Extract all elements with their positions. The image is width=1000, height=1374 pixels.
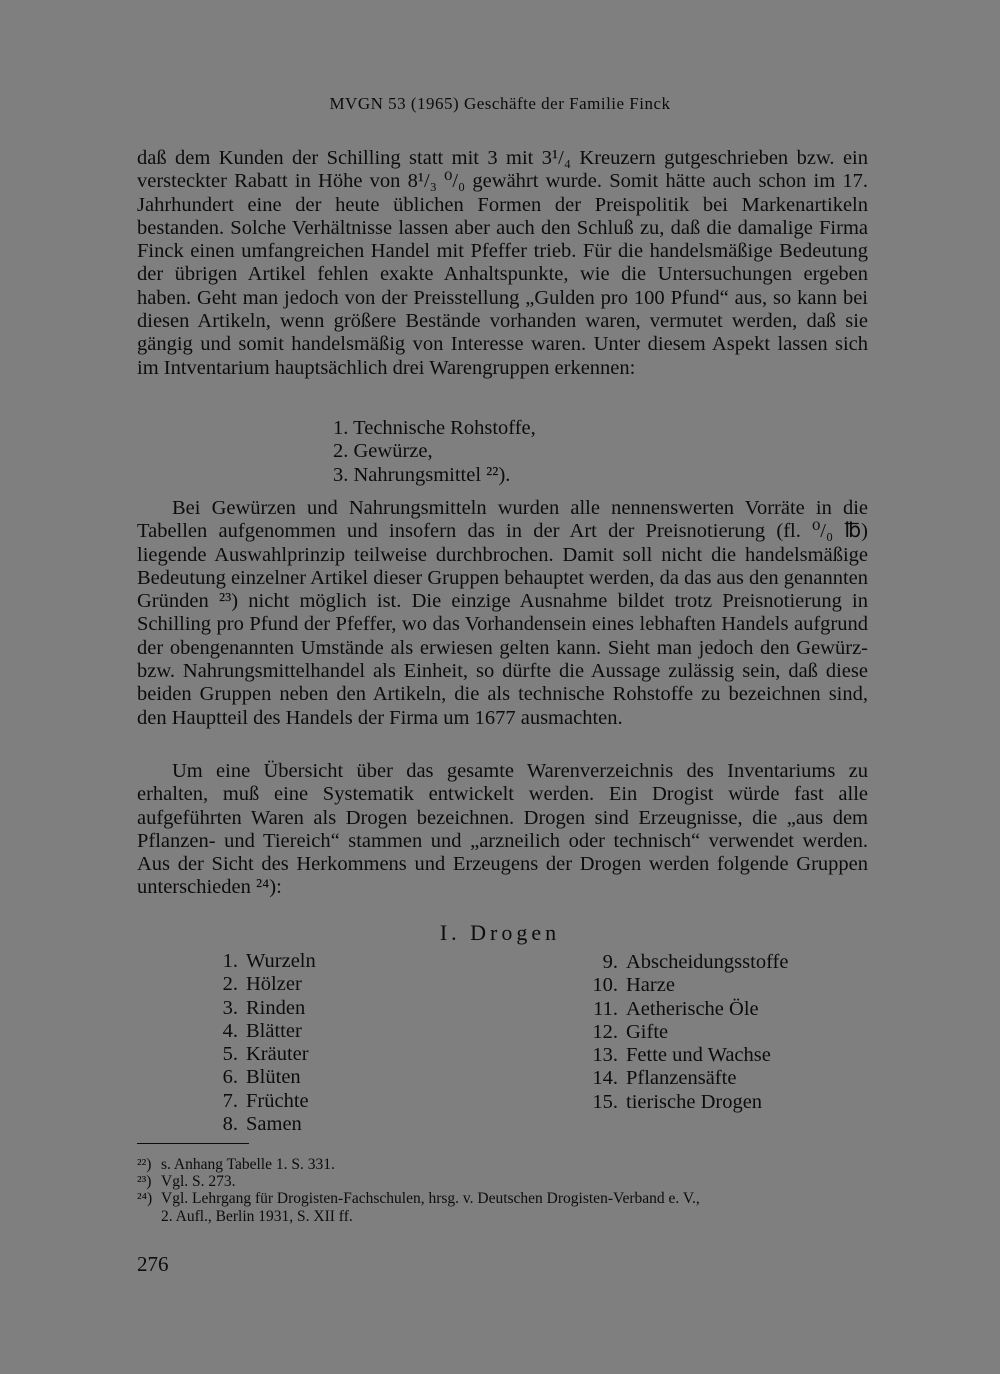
- list-item: 3. Nahrungsmittel ²²).: [333, 463, 511, 486]
- list-item: [586, 951, 788, 974]
- item-number: 7.: [222, 1089, 238, 1112]
- footnote-mark: ²³): [137, 1173, 152, 1190]
- list-item: [586, 974, 788, 997]
- footnote-divider: [137, 1143, 249, 1144]
- footnote-mark: ²⁴): [137, 1190, 153, 1207]
- item-name: Hölzer: [246, 973, 302, 996]
- list-item: [586, 1044, 788, 1067]
- paragraph-1: daß dem Kunden der Schilling statt mit 3 mit 3¹/₄ Kreuzern gutgeschrieben bzw. ein versteckter Rabatt in Höhe von 8¹/₃ ⁰/₀ gewährt wurde. Somit hätte auch schon im 17. Jahrhundert eine der heute üblichen Formen der Preispolitik bei Markenartikeln bestanden. Solche Verhältnisse lassen aber auch den Schluß zu, daß die damalige Firma Finck einen umfangreichen Handel mit Pfeffer trieb. Für die handelsmäßige Bedeutung der übrigen Artikel fehlen exakte Anhaltspunkte, wie die Untersuchungen ergeben haben. Geht man jedoch von der Preisstellung „Gulden pro 100 Pfund“ aus, so kann bei diesen Artikeln, wenn größere Bestände vorhanden waren, vermutet werden, daß sie gängig und somit handelsmäßig von Interesse waren. Unter diesem Aspekt lassen sich im Intventarium hauptsächlich drei Warengruppen erkennen:: [137, 147, 868, 379]
- item-name: tierische Drogen: [626, 1090, 763, 1113]
- footnote-22: [137, 1156, 877, 1174]
- warengruppen-list: [333, 417, 536, 487]
- running-head: MVGN 53 (1965) Geschäfte der Familie Finck: [329, 94, 671, 113]
- list-item: 2. Gewürze,: [333, 440, 433, 463]
- item-number: 13.: [592, 1044, 618, 1067]
- item-number: 14.: [592, 1067, 618, 1090]
- paragraph-3: Um eine Übersicht über das gesamte Warenverzeichnis des Inventariums zu erhalten, muß eine Systematik entwickelt werden. Ein Drogist würde fast alle aufgeführten Waren als Drogen bezeichnen. Drogen sind Erzeugnisse, die „aus dem Pflanzen- und Tiereich“ stammen und „arzneilich oder technisch“ verwendet werden. Aus der Sicht des Herkommens und Erzeugens der Drogen werden folgende Gruppen unterschieden ²⁴):: [137, 760, 868, 899]
- item-number: 10.: [592, 974, 618, 997]
- item-name: Gifte: [626, 1020, 669, 1043]
- item-name: Wurzeln: [246, 950, 316, 972]
- item-number: 3.: [222, 996, 238, 1019]
- item-name: Abscheidungsstoffe: [626, 951, 789, 973]
- item-name: Blätter: [246, 1019, 302, 1042]
- list-item: [212, 1113, 316, 1136]
- list-item: [212, 1090, 316, 1113]
- footnote-24: [137, 1190, 877, 1208]
- paragraph-2: Bei Gewürzen und Nahrungsmitteln wurden alle nennenswerten Vorräte in die Tabellen aufgenommen und insofern das in der Art der Preisnotierung (fl. ⁰/₀ ℔) liegende Auswahlprinzip teilweise durchbrochen. Damit soll nicht die handelsmäßige Bedeutung einzelner Artikel dieser Gruppen behauptet werden, da das aus den genannten Gründen ²³) nicht möglich ist. Die einzige Ausnahme bildet trotz Preisnotierung in Schilling pro Pfund der Pfeffer, wo das Vorhandensein eines lebhaften Handels aufgrund der obengenannten Umstände als erwiesen gelten kann. Sieht man jedoch den Gewürz- bzw. Nahrungsmittelhandel als Einheit, so dürfte die Aussage zulässig sein, daß diese beiden Gruppen neben den Artikeln, die als technische Rohstoffe zu bezeichnen sind, den Hauptteil des Handels der Firma um 1677 ausmachten.: [137, 497, 868, 729]
- item-name: Pflanzensäfte: [626, 1067, 737, 1090]
- drogen-list-right: [586, 951, 788, 1114]
- footnote-mark: ²²): [137, 1156, 152, 1173]
- drogen-list-left: [212, 950, 316, 1136]
- item-number: 5.: [222, 1043, 238, 1066]
- footnote-text: Vgl. S. 273.: [161, 1173, 236, 1190]
- footnote-24-continuation: 2. Aufl., Berlin 1931, S. XII ff.: [161, 1208, 353, 1225]
- item-name: Fette und Wachse: [626, 1044, 771, 1067]
- item-number: 9.: [602, 951, 618, 973]
- footnote-text: s. Anhang Tabelle 1. S. 331.: [161, 1156, 335, 1173]
- item-number: 8.: [222, 1113, 238, 1136]
- list-item: [212, 1020, 316, 1043]
- list-item: [586, 1091, 788, 1114]
- drogen-heading: I. Drogen: [439, 920, 561, 945]
- list-item: [212, 997, 316, 1020]
- list-item: [586, 998, 788, 1021]
- list-item: [212, 950, 316, 973]
- footnote-text: Vgl. Lehrgang für Drogisten-Fachschulen, hrsg. v. Deutschen Drogisten-Verband e. V.,: [161, 1190, 700, 1207]
- item-number: 15.: [592, 1090, 618, 1113]
- list-item: [212, 1043, 316, 1066]
- item-number: 1.: [222, 950, 238, 972]
- list-item: [212, 1066, 316, 1089]
- item-number: 4.: [222, 1019, 238, 1042]
- item-name: Aetherische Öle: [626, 997, 759, 1020]
- page-number: 276: [137, 1252, 169, 1276]
- item-number: 6.: [222, 1066, 238, 1089]
- footnote-23: [137, 1173, 877, 1191]
- list-item: [586, 1021, 788, 1044]
- item-name: Früchte: [246, 1089, 309, 1112]
- list-item: [586, 1067, 788, 1090]
- item-name: Harze: [626, 974, 675, 997]
- item-name: Kräuter: [246, 1043, 309, 1066]
- list-item: [212, 973, 316, 996]
- item-name: Samen: [246, 1113, 302, 1136]
- item-number: 2.: [222, 973, 238, 996]
- item-name: Rinden: [246, 996, 306, 1019]
- item-number: 11.: [593, 997, 618, 1020]
- list-item: 1. Technische Rohstoffe,: [333, 417, 536, 439]
- item-name: Blüten: [246, 1066, 301, 1089]
- item-number: 12.: [592, 1020, 618, 1043]
